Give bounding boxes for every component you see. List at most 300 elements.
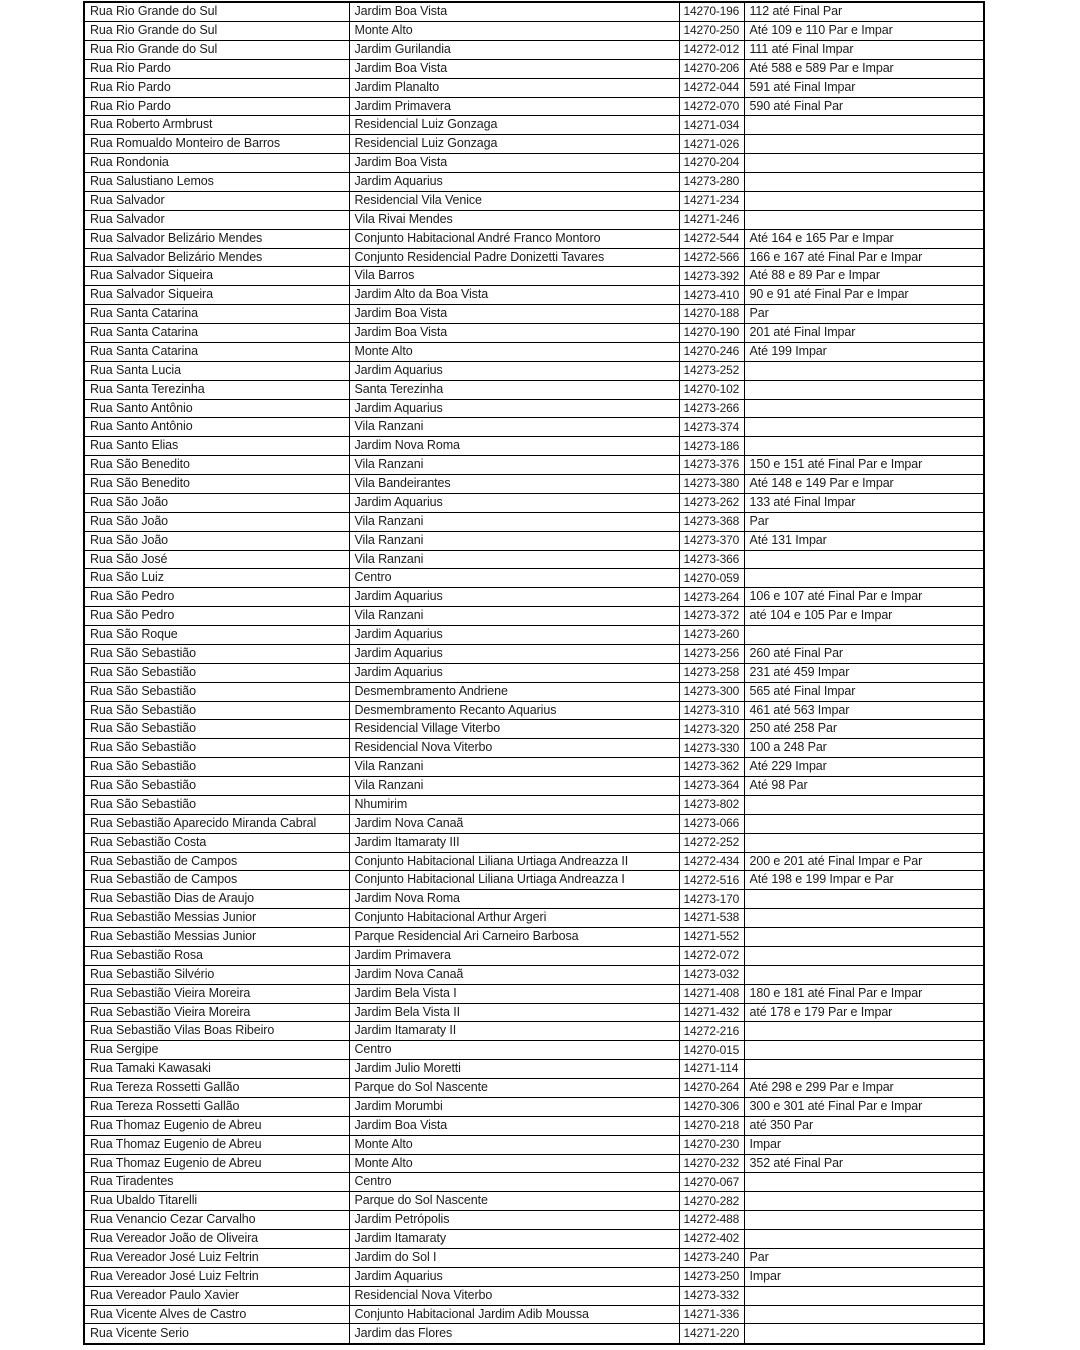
cell-postal_code: 14273-410	[679, 286, 744, 305]
cell-postal_code: 14273-392	[679, 267, 744, 286]
cell-neighborhood: Jardim Aquarius	[349, 361, 679, 380]
cell-postal_code: 14270-059	[679, 569, 744, 588]
cell-street: Rua São Benedito	[84, 475, 349, 494]
cell-number_range	[744, 1041, 984, 1060]
cell-street: Rua Salustiano Lemos	[84, 173, 349, 192]
table-row	[84, 210, 984, 229]
cell-street: Rua Vereador Paulo Xavier	[84, 1286, 349, 1305]
cell-number_range	[744, 1211, 984, 1230]
cell-neighborhood: Residencial Luiz Gonzaga	[349, 116, 679, 135]
cell-number_range: 133 até Final Impar	[744, 493, 984, 512]
cell-number_range	[744, 890, 984, 909]
table-row	[84, 116, 984, 135]
cell-number_range	[744, 399, 984, 418]
cell-street: Rua Rio Pardo	[84, 97, 349, 116]
cell-number_range: Impar	[744, 1267, 984, 1286]
table-row	[84, 1060, 984, 1079]
cell-street: Rua Thomaz Eugenio de Abreu	[84, 1135, 349, 1154]
cell-street: Rua Santo Antônio	[84, 399, 349, 418]
cell-postal_code: 14270-218	[679, 1116, 744, 1135]
cell-neighborhood: Jardim Aquarius	[349, 626, 679, 645]
cell-postal_code: 14273-258	[679, 663, 744, 682]
cell-postal_code: 14273-376	[679, 456, 744, 475]
cell-neighborhood: Residencial Village Viterbo	[349, 720, 679, 739]
cell-postal_code: 14271-552	[679, 928, 744, 947]
table-row	[84, 1211, 984, 1230]
cell-postal_code: 14273-252	[679, 361, 744, 380]
cell-neighborhood: Jardim Petrópolis	[349, 1211, 679, 1230]
cell-street: Rua Rondonia	[84, 154, 349, 173]
table-row	[84, 1135, 984, 1154]
cell-postal_code: 14273-186	[679, 437, 744, 456]
table-row	[84, 2, 984, 22]
cell-postal_code: 14270-206	[679, 59, 744, 78]
cell-street: Rua Sebastião Dias de Araujo	[84, 890, 349, 909]
cell-neighborhood: Vila Ranzani	[349, 777, 679, 796]
cell-neighborhood: Vila Ranzani	[349, 758, 679, 777]
cell-number_range	[744, 361, 984, 380]
cell-number_range: 200 e 201 até Final Impar e Par	[744, 852, 984, 871]
cell-postal_code: 14272-402	[679, 1230, 744, 1249]
table-row	[84, 342, 984, 361]
cell-street: Rua Salvador Siqueira	[84, 286, 349, 305]
cell-street: Rua São Sebastião	[84, 701, 349, 720]
cell-neighborhood: Jardim Gurilandia	[349, 40, 679, 59]
cell-street: Rua Thomaz Eugenio de Abreu	[84, 1154, 349, 1173]
cell-street: Rua São Sebastião	[84, 720, 349, 739]
cell-postal_code: 14273-372	[679, 607, 744, 626]
table-row	[84, 1041, 984, 1060]
street-table-body	[84, 2, 984, 1344]
cell-postal_code: 14273-262	[679, 493, 744, 512]
table-row	[84, 97, 984, 116]
cell-neighborhood: Jardim Boa Vista	[349, 59, 679, 78]
cell-street: Rua São Sebastião	[84, 739, 349, 758]
cell-street: Rua São Sebastião	[84, 682, 349, 701]
cell-neighborhood: Vila Ranzani	[349, 456, 679, 475]
cell-neighborhood: Jardim Aquarius	[349, 1267, 679, 1286]
cell-street: Rua São Roque	[84, 626, 349, 645]
cell-number_range: Até 229 Impar	[744, 758, 984, 777]
cell-street: Rua Vereador José Luiz Feltrin	[84, 1248, 349, 1267]
cell-number_range	[744, 1305, 984, 1324]
cell-neighborhood: Conjunto Habitacional André Franco Montoro	[349, 229, 679, 248]
cell-street: Rua Salvador Belizário Mendes	[84, 248, 349, 267]
cell-street: Rua Sebastião Vilas Boas Ribeiro	[84, 1022, 349, 1041]
cell-postal_code: 14273-266	[679, 399, 744, 418]
cell-neighborhood: Jardim Itamaraty II	[349, 1022, 679, 1041]
cell-street: Rua São Sebastião	[84, 758, 349, 777]
cell-number_range	[744, 191, 984, 210]
cell-postal_code: 14273-320	[679, 720, 744, 739]
cell-postal_code: 14270-067	[679, 1173, 744, 1192]
cell-number_range: 590 até Final Par	[744, 97, 984, 116]
cell-postal_code: 14273-280	[679, 173, 744, 192]
cell-neighborhood: Jardim Alto da Boa Vista	[349, 286, 679, 305]
table-row	[84, 1022, 984, 1041]
cell-number_range	[744, 437, 984, 456]
table-row	[84, 40, 984, 59]
table-row	[84, 739, 984, 758]
cell-neighborhood: Vila Ranzani	[349, 512, 679, 531]
cell-postal_code: 14272-434	[679, 852, 744, 871]
cell-number_range	[744, 569, 984, 588]
table-row	[84, 286, 984, 305]
cell-neighborhood: Monte Alto	[349, 1135, 679, 1154]
cell-street: Rua Sebastião Rosa	[84, 946, 349, 965]
cell-neighborhood: Jardim Nova Roma	[349, 437, 679, 456]
cell-neighborhood: Nhumirim	[349, 795, 679, 814]
cell-neighborhood: Jardim Itamaraty III	[349, 833, 679, 852]
cell-street: Rua Tereza Rossetti Gallão	[84, 1097, 349, 1116]
table-row	[84, 1267, 984, 1286]
cell-postal_code: 14273-366	[679, 550, 744, 569]
cell-number_range: 201 até Final Impar	[744, 324, 984, 343]
table-row	[84, 795, 984, 814]
cell-postal_code: 14270-250	[679, 22, 744, 41]
table-row	[84, 1116, 984, 1135]
cell-postal_code: 14270-015	[679, 1041, 744, 1060]
cell-neighborhood: Conjunto Habitacional Jardim Adib Moussa	[349, 1305, 679, 1324]
cell-street: Rua Sebastião Messias Junior	[84, 928, 349, 947]
cell-postal_code: 14271-114	[679, 1060, 744, 1079]
cell-postal_code: 14273-300	[679, 682, 744, 701]
cell-neighborhood: Jardim Nova Canaã	[349, 965, 679, 984]
cell-neighborhood: Jardim Nova Roma	[349, 890, 679, 909]
cell-street: Rua Tereza Rossetti Gallão	[84, 1079, 349, 1098]
cell-street: Rua Santo Elias	[84, 437, 349, 456]
cell-number_range	[744, 380, 984, 399]
table-row	[84, 475, 984, 494]
cell-postal_code: 14271-220	[679, 1324, 744, 1344]
table-row	[84, 626, 984, 645]
cell-street: Rua Rio Pardo	[84, 59, 349, 78]
cell-postal_code: 14270-264	[679, 1079, 744, 1098]
cell-neighborhood: Jardim Bela Vista II	[349, 1003, 679, 1022]
table-row	[84, 909, 984, 928]
cell-number_range	[744, 1173, 984, 1192]
cell-neighborhood: Parque do Sol Nascente	[349, 1079, 679, 1098]
cell-number_range: Até 588 e 589 Par e Impar	[744, 59, 984, 78]
cell-postal_code: 14273-370	[679, 531, 744, 550]
table-row	[84, 361, 984, 380]
cell-street: Rua Santa Catarina	[84, 342, 349, 361]
cell-neighborhood: Conjunto Residencial Padre Donizetti Tavares	[349, 248, 679, 267]
cell-neighborhood: Jardim Primavera	[349, 97, 679, 116]
cell-neighborhood: Jardim Aquarius	[349, 493, 679, 512]
cell-postal_code: 14271-432	[679, 1003, 744, 1022]
table-row	[84, 1192, 984, 1211]
cell-number_range: 461 até 563 Impar	[744, 701, 984, 720]
cell-neighborhood: Jardim Boa Vista	[349, 2, 679, 22]
table-row	[84, 531, 984, 550]
cell-number_range	[744, 173, 984, 192]
table-row	[84, 512, 984, 531]
cell-postal_code: 14270-230	[679, 1135, 744, 1154]
table-row	[84, 135, 984, 154]
cell-neighborhood: Conjunto Habitacional Liliana Urtiaga Andreazza I	[349, 871, 679, 890]
cell-neighborhood: Jardim das Flores	[349, 1324, 679, 1344]
cell-postal_code: 14273-368	[679, 512, 744, 531]
table-row	[84, 1230, 984, 1249]
table-row	[84, 1154, 984, 1173]
cell-street: Rua São João	[84, 512, 349, 531]
table-row	[84, 456, 984, 475]
cell-neighborhood: Jardim Julio Moretti	[349, 1060, 679, 1079]
cell-postal_code: 14273-066	[679, 814, 744, 833]
cell-street: Rua Sebastião de Campos	[84, 871, 349, 890]
cell-street: Rua Rio Grande do Sul	[84, 40, 349, 59]
cell-neighborhood: Monte Alto	[349, 22, 679, 41]
cell-postal_code: 14272-488	[679, 1211, 744, 1230]
cell-street: Rua Vicente Alves de Castro	[84, 1305, 349, 1324]
table-row	[84, 569, 984, 588]
table-row	[84, 871, 984, 890]
cell-street: Rua Tamaki Kawasaki	[84, 1060, 349, 1079]
table-row	[84, 154, 984, 173]
cell-street: Rua Sebastião Aparecido Miranda Cabral	[84, 814, 349, 833]
cell-street: Rua Tiradentes	[84, 1173, 349, 1192]
cell-postal_code: 14273-260	[679, 626, 744, 645]
cell-street: Rua Venancio Cezar Carvalho	[84, 1211, 349, 1230]
cell-neighborhood: Centro	[349, 1173, 679, 1192]
cell-postal_code: 14271-538	[679, 909, 744, 928]
table-row	[84, 663, 984, 682]
cell-number_range: 111 até Final Impar	[744, 40, 984, 59]
cell-postal_code: 14273-240	[679, 1248, 744, 1267]
cell-number_range: Até 198 e 199 Impar e Par	[744, 871, 984, 890]
cell-neighborhood: Conjunto Habitacional Liliana Urtiaga Andreazza II	[349, 852, 679, 871]
cell-neighborhood: Jardim Boa Vista	[349, 1116, 679, 1135]
cell-street: Rua Ubaldo Titarelli	[84, 1192, 349, 1211]
cell-neighborhood: Vila Ranzani	[349, 531, 679, 550]
cell-number_range	[744, 909, 984, 928]
cell-number_range: até 178 e 179 Par e Impar	[744, 1003, 984, 1022]
cell-street: Rua Vereador João de Oliveira	[84, 1230, 349, 1249]
cell-number_range: Até 298 e 299 Par e Impar	[744, 1079, 984, 1098]
cell-neighborhood: Jardim Boa Vista	[349, 324, 679, 343]
table-row	[84, 229, 984, 248]
cell-neighborhood: Vila Ranzani	[349, 607, 679, 626]
cell-number_range: Até 164 e 165 Par e Impar	[744, 229, 984, 248]
cell-street: Rua São Luiz	[84, 569, 349, 588]
cell-number_range	[744, 946, 984, 965]
cell-neighborhood: Parque do Sol Nascente	[349, 1192, 679, 1211]
cell-street: Rua Sebastião Costa	[84, 833, 349, 852]
cell-postal_code: 14272-516	[679, 871, 744, 890]
cell-number_range: 180 e 181 até Final Par e Impar	[744, 984, 984, 1003]
cell-neighborhood: Residencial Luiz Gonzaga	[349, 135, 679, 154]
cell-street: Rua Vicente Serio	[84, 1324, 349, 1344]
table-row	[84, 814, 984, 833]
table-row	[84, 890, 984, 909]
cell-neighborhood: Vila Barros	[349, 267, 679, 286]
table-row	[84, 946, 984, 965]
cell-postal_code: 14273-330	[679, 739, 744, 758]
cell-number_range: Par	[744, 512, 984, 531]
cell-street: Rua Thomaz Eugenio de Abreu	[84, 1116, 349, 1135]
cell-postal_code: 14272-044	[679, 78, 744, 97]
table-row	[84, 1324, 984, 1344]
cell-street: Rua Rio Grande do Sul	[84, 22, 349, 41]
cell-number_range	[744, 418, 984, 437]
cell-number_range	[744, 116, 984, 135]
cell-number_range	[744, 1192, 984, 1211]
table-row	[84, 588, 984, 607]
cell-neighborhood: Jardim Boa Vista	[349, 154, 679, 173]
cell-neighborhood: Centro	[349, 569, 679, 588]
cell-neighborhood: Vila Bandeirantes	[349, 475, 679, 494]
table-row	[84, 437, 984, 456]
cell-postal_code: 14270-282	[679, 1192, 744, 1211]
table-row	[84, 852, 984, 871]
cell-postal_code: 14271-336	[679, 1305, 744, 1324]
cell-postal_code: 14273-250	[679, 1267, 744, 1286]
table-row	[84, 777, 984, 796]
cell-street: Rua São Pedro	[84, 607, 349, 626]
cell-street: Rua Sebastião Vieira Moreira	[84, 984, 349, 1003]
cell-postal_code: 14272-012	[679, 40, 744, 59]
cell-street: Rua São Pedro	[84, 588, 349, 607]
cell-neighborhood: Jardim Primavera	[349, 946, 679, 965]
table-row	[84, 701, 984, 720]
cell-postal_code: 14272-544	[679, 229, 744, 248]
cell-postal_code: 14270-102	[679, 380, 744, 399]
cell-number_range: Até 109 e 110 Par e Impar	[744, 22, 984, 41]
cell-postal_code: 14273-802	[679, 795, 744, 814]
table-row	[84, 1248, 984, 1267]
cell-postal_code: 14271-234	[679, 191, 744, 210]
cell-number_range	[744, 626, 984, 645]
table-row	[84, 248, 984, 267]
cell-number_range: Até 98 Par	[744, 777, 984, 796]
cell-street: Rua São Sebastião	[84, 777, 349, 796]
cell-number_range: 231 até 459 Impar	[744, 663, 984, 682]
cell-neighborhood: Residencial Nova Viterbo	[349, 739, 679, 758]
cell-street: Rua São Benedito	[84, 456, 349, 475]
cell-number_range: Par	[744, 1248, 984, 1267]
cell-postal_code: 14270-306	[679, 1097, 744, 1116]
table-row	[84, 682, 984, 701]
table-row	[84, 833, 984, 852]
table-row	[84, 607, 984, 626]
table-row	[84, 965, 984, 984]
table-row	[84, 173, 984, 192]
cell-street: Rua Sebastião Messias Junior	[84, 909, 349, 928]
cell-neighborhood: Jardim Boa Vista	[349, 305, 679, 324]
cell-postal_code: 14271-026	[679, 135, 744, 154]
cell-postal_code: 14273-256	[679, 644, 744, 663]
cell-postal_code: 14273-032	[679, 965, 744, 984]
cell-number_range	[744, 1286, 984, 1305]
cell-neighborhood: Monte Alto	[349, 342, 679, 361]
cell-neighborhood: Jardim Bela Vista I	[349, 984, 679, 1003]
table-row	[84, 22, 984, 41]
cell-number_range	[744, 795, 984, 814]
table-row	[84, 1173, 984, 1192]
cell-number_range: Par	[744, 305, 984, 324]
cell-street: Rua São José	[84, 550, 349, 569]
table-row	[84, 380, 984, 399]
table-row	[84, 399, 984, 418]
cell-neighborhood: Jardim Aquarius	[349, 588, 679, 607]
cell-number_range: Até 131 Impar	[744, 531, 984, 550]
cell-number_range: Até 148 e 149 Par e Impar	[744, 475, 984, 494]
cell-street: Rua Salvador Siqueira	[84, 267, 349, 286]
cell-number_range	[744, 1022, 984, 1041]
cell-postal_code: 14271-246	[679, 210, 744, 229]
cell-neighborhood: Vila Rivai Mendes	[349, 210, 679, 229]
cell-number_range	[744, 210, 984, 229]
cell-number_range: 150 e 151 até Final Par e Impar	[744, 456, 984, 475]
table-row	[84, 78, 984, 97]
cell-number_range: 250 até 258 Par	[744, 720, 984, 739]
table-row	[84, 324, 984, 343]
cell-neighborhood: Vila Ranzani	[349, 418, 679, 437]
cell-street: Rua São João	[84, 493, 349, 512]
cell-street: Rua São Sebastião	[84, 663, 349, 682]
cell-street: Rua São João	[84, 531, 349, 550]
cell-neighborhood: Conjunto Habitacional Arthur Argeri	[349, 909, 679, 928]
cell-number_range: 166 e 167 até Final Par e Impar	[744, 248, 984, 267]
cell-neighborhood: Residencial Vila Venice	[349, 191, 679, 210]
cell-number_range	[744, 1230, 984, 1249]
cell-postal_code: 14273-374	[679, 418, 744, 437]
cell-postal_code: 14270-204	[679, 154, 744, 173]
cell-neighborhood: Desmembramento Recanto Aquarius	[349, 701, 679, 720]
table-row	[84, 720, 984, 739]
cell-neighborhood: Santa Terezinha	[349, 380, 679, 399]
cell-neighborhood: Jardim do Sol I	[349, 1248, 679, 1267]
cell-number_range	[744, 833, 984, 852]
cell-street: Rua Sebastião Silvério	[84, 965, 349, 984]
table-row	[84, 1305, 984, 1324]
street-code-table-wrap	[83, 1, 985, 1345]
cell-postal_code: 14272-216	[679, 1022, 744, 1041]
table-row	[84, 1003, 984, 1022]
cell-postal_code: 14270-188	[679, 305, 744, 324]
cell-street: Rua Salvador	[84, 210, 349, 229]
cell-number_range	[744, 1324, 984, 1344]
table-row	[84, 305, 984, 324]
table-row	[84, 1286, 984, 1305]
cell-number_range: até 350 Par	[744, 1116, 984, 1135]
table-row	[84, 928, 984, 947]
cell-neighborhood: Jardim Aquarius	[349, 663, 679, 682]
cell-street: Rua Sebastião de Campos	[84, 852, 349, 871]
cell-number_range: até 104 e 105 Par e Impar	[744, 607, 984, 626]
cell-number_range: 591 até Final Impar	[744, 78, 984, 97]
cell-street: Rua Santa Lucia	[84, 361, 349, 380]
cell-street: Rua Romualdo Monteiro de Barros	[84, 135, 349, 154]
cell-street: Rua Salvador Belizário Mendes	[84, 229, 349, 248]
cell-number_range	[744, 550, 984, 569]
cell-postal_code: 14270-190	[679, 324, 744, 343]
cell-postal_code: 14273-332	[679, 1286, 744, 1305]
table-row	[84, 984, 984, 1003]
cell-street: Rua Santa Catarina	[84, 324, 349, 343]
cell-number_range	[744, 154, 984, 173]
cell-postal_code: 14272-070	[679, 97, 744, 116]
cell-postal_code: 14273-310	[679, 701, 744, 720]
cell-postal_code: 14271-408	[679, 984, 744, 1003]
cell-street: Rua Santa Catarina	[84, 305, 349, 324]
cell-number_range: 106 e 107 até Final Par e Impar	[744, 588, 984, 607]
cell-neighborhood: Jardim Planalto	[349, 78, 679, 97]
cell-number_range	[744, 1060, 984, 1079]
cell-street: Rua São Sebastião	[84, 644, 349, 663]
table-row	[84, 418, 984, 437]
